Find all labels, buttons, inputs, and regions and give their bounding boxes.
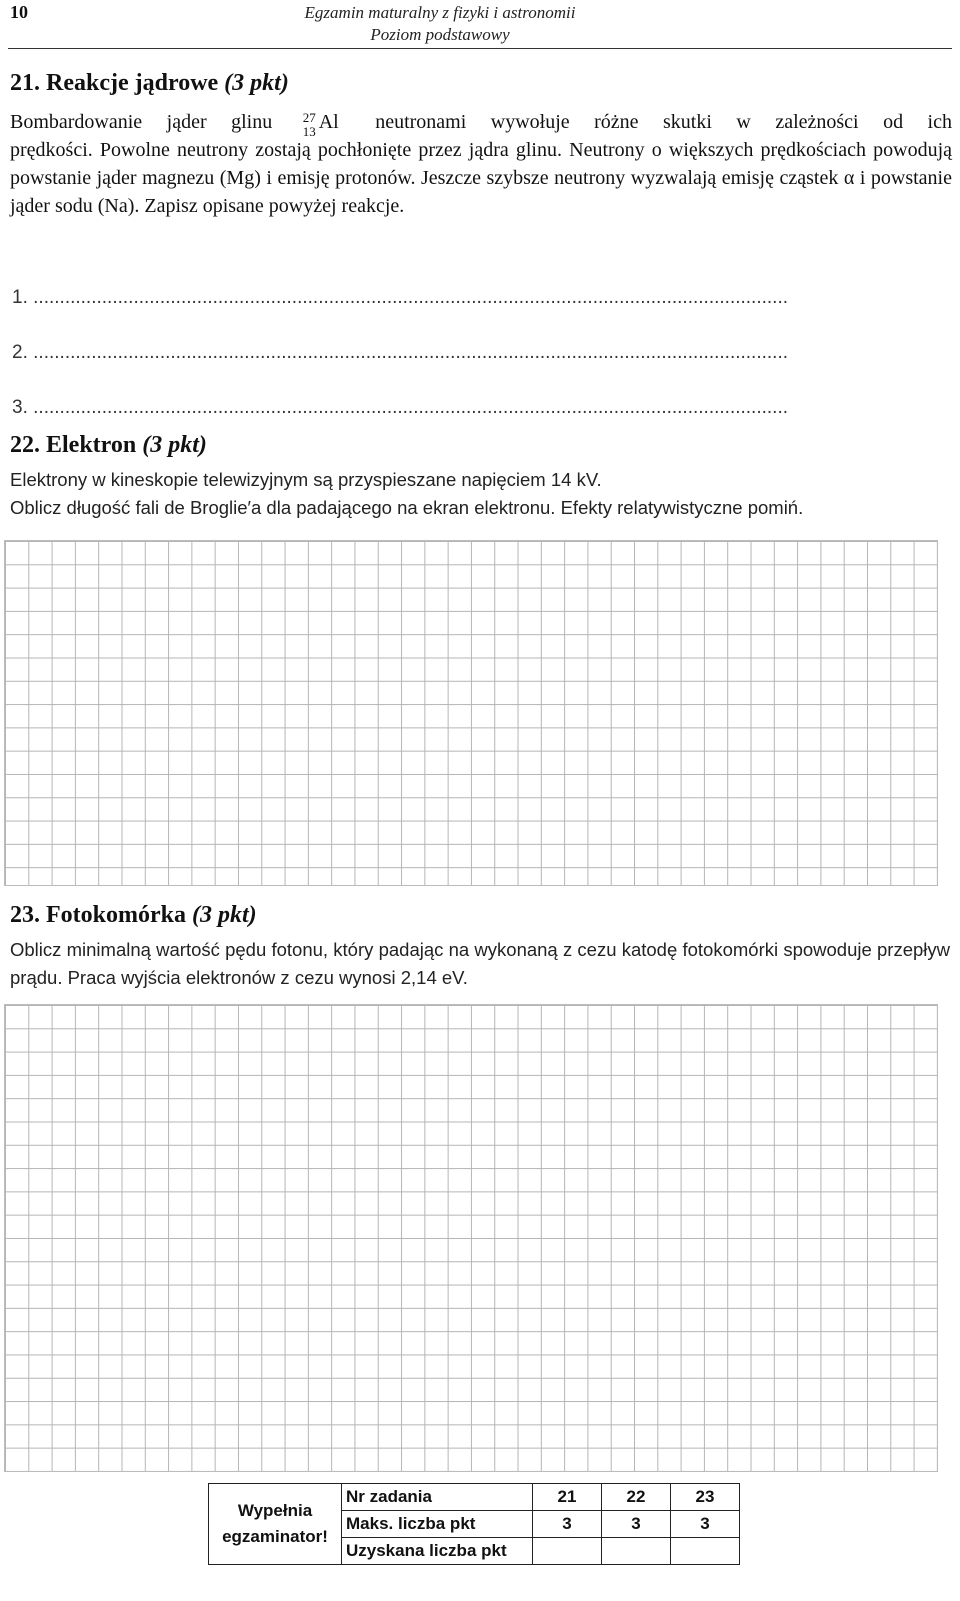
header-divider [8, 48, 952, 49]
score-cell: 21 [533, 1484, 602, 1511]
task-22-body [10, 466, 950, 522]
score-row-label: Uzyskana liczba pkt [342, 1538, 533, 1565]
nuclide-mass-number: 27 [302, 110, 316, 125]
answer-line-2-dots: ............................................................................................................................................... [33, 342, 789, 363]
task-21-text: prędkości. Powolne neutrony zostają pochłonięte przez jądra glinu. Neutrony o większych prędkościach powodują powstanie jąder magnezu (Mg) i emisję protonów. Jeszcze szybsze neutrony wyzwalają emisję cząstek α i powstanie jąder sodu (Na). Zapisz opisane powyżej reakcje. [10, 139, 952, 217]
score-cell: 3 [602, 1511, 671, 1538]
task-22-line1: Elektrony w kineskopie telewizyjnym są przyspieszane napięciem 14 kV. [10, 469, 602, 490]
aluminium-nuclide [297, 108, 351, 139]
task-22-title-text: 22. Elektron [10, 432, 137, 458]
task-21-line1-after: neutronami wywołuje różne skutki w zależności od ich [375, 111, 952, 133]
score-row-task-numbers [209, 1484, 740, 1511]
obtained-score-input[interactable] [671, 1538, 740, 1565]
task-22-points: (3 pkt) [142, 432, 207, 458]
answer-line-1-number: 1. [12, 287, 28, 308]
task-22-answer-grid[interactable] [4, 540, 938, 886]
exam-title [0, 2, 880, 46]
task-23-points: (3 pkt) [192, 902, 257, 928]
task-23-text: Oblicz minimalną wartość pędu fotonu, który padając na wykonaną z cezu katodę fotokomórki spowoduje przepływ prądu. Praca wyjścia elektronów z cezu wynosi 2,14 eV. [10, 939, 950, 988]
obtained-score-input[interactable] [533, 1538, 602, 1565]
task-21-points: (3 pkt) [224, 70, 289, 96]
score-row-label: Nr zadania [342, 1484, 533, 1511]
examiner-label-line1: Wypełnia [237, 1501, 313, 1520]
exam-title-line1: Egzamin maturalny z fizyki i astronomii [304, 3, 576, 22]
examiner-label-line2: egzaminator! [222, 1527, 328, 1546]
examiner-label [209, 1484, 342, 1565]
page-number: 10 [10, 2, 28, 22]
task-21-line1 [10, 108, 952, 139]
score-cell: 23 [671, 1484, 740, 1511]
answer-line-3-dots: ............................................................................................................................................... [33, 397, 789, 418]
obtained-score-input[interactable] [602, 1538, 671, 1565]
answer-line-3-number: 3. [12, 397, 28, 418]
nuclide-atomic-number: 13 [302, 124, 316, 139]
answer-line-2-number: 2. [12, 342, 28, 363]
task-21-title-text: 21. Reakcje jądrowe [10, 70, 219, 96]
score-cell: 22 [602, 1484, 671, 1511]
task-23-title [10, 902, 257, 929]
score-cell: 3 [533, 1511, 602, 1538]
task-21-title [10, 70, 289, 97]
answer-line-1[interactable] [12, 286, 942, 310]
task-22-line2: Oblicz długość fali de Broglie′a dla padającego na ekran elektronu. Efekty relatywistyczne pomiń. [10, 497, 804, 518]
score-cell: 3 [671, 1511, 740, 1538]
task-23-answer-grid[interactable] [4, 1004, 938, 1472]
answer-line-1-dots: ............................................................................................................................................... [33, 287, 789, 308]
score-table [208, 1483, 740, 1565]
nuclide-symbol: Al [318, 111, 339, 133]
task-22-title [10, 432, 207, 459]
answer-line-3[interactable] [12, 396, 942, 420]
answer-line-2[interactable] [12, 341, 942, 365]
task-23-title-text: 23. Fotokomórka [10, 902, 186, 928]
exam-title-line2: Poziom podstawowy [370, 25, 510, 44]
task-21-body [10, 108, 952, 220]
score-row-label: Maks. liczba pkt [342, 1511, 533, 1538]
task-21-line1-before: Bombardowanie jąder glinu [10, 111, 273, 133]
